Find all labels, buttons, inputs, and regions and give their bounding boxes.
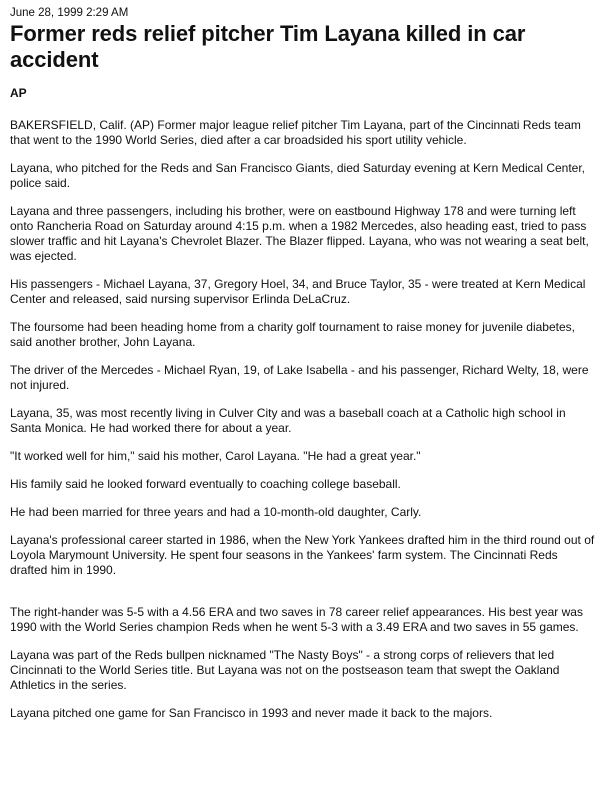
article-body bbox=[10, 118, 595, 721]
news-article bbox=[10, 6, 595, 734]
article-byline: AP bbox=[10, 86, 27, 100]
article-paragraph: BAKERSFIELD, Calif. (AP) Former major league relief pitcher Tim Layana, part of the Cincinnati Reds team that went to the 1990 World Series, died after a car broadsided his sport utility vehicle. bbox=[10, 118, 581, 147]
article-paragraph: Layana pitched one game for San Francisco in 1993 and never made it back to the majors. bbox=[10, 706, 493, 720]
article-headline: Former reds relief pitcher Tim Layana killed in car accident bbox=[10, 21, 526, 72]
article-paragraph: The driver of the Mercedes - Michael Ryan, 19, of Lake Isabella - and his passenger, Richard Welty, 18, were not injured. bbox=[10, 363, 589, 392]
article-paragraph: "It worked well for him," said his mother, Carol Layana. "He had a great year." bbox=[10, 449, 421, 463]
article-paragraph: His passengers - Michael Layana, 37, Gregory Hoel, 34, and Bruce Taylor, 35 - were treated at Kern Medical Center and released, said nursing supervisor Erlinda DeLaCruz. bbox=[10, 277, 586, 306]
article-paragraph: The foursome had been heading home from a charity golf tournament to raise money for juvenile diabetes, said another brother, John Layana. bbox=[10, 320, 575, 349]
article-paragraph: Layana's professional career started in 1986, when the New York Yankees drafted him in the third round out of Loyola Marymount University. He spent four seasons in the Yankees' farm system. The Cincinnati Reds drafted him in 1990. bbox=[10, 533, 595, 577]
article-paragraph: Layana was part of the Reds bullpen nicknamed "The Nasty Boys" - a strong corps of relievers that led Cincinnati to the World Series title. But Layana was not on the postseason team that swept the Oakland Athletics in the series. bbox=[10, 648, 560, 692]
article-paragraph: Layana, 35, was most recently living in Culver City and was a baseball coach at a Catholic high school in Santa Monica. He had worked there for about a year. bbox=[10, 406, 566, 435]
article-dateline: June 28, 1999 2:29 AM bbox=[10, 7, 129, 19]
article-paragraph: Layana, who pitched for the Reds and San Francisco Giants, died Saturday evening at Kern Medical Center, police said. bbox=[10, 161, 586, 190]
article-paragraph: Layana and three passengers, including his brother, were on eastbound Highway 178 and were turning left onto Rancheria Road on Saturday around 4:15 p.m. when a 1982 Mercedes, also heading east, tried to pass slower traffic and hit Layana's Chevrolet Blazer. The Blazer flipped. Layana, who was not wearing a seat belt, was ejected. bbox=[10, 204, 589, 263]
article-paragraph: His family said he looked forward eventually to coaching college baseball. bbox=[10, 477, 401, 491]
article-paragraph: He had been married for three years and had a 10-month-old daughter, Carly. bbox=[10, 505, 422, 519]
article-paragraph: The right-hander was 5-5 with a 4.56 ERA and two saves in 78 career relief appearances. His best year was 1990 with the World Series champion Reds when he went 5-3 with a 3.49 ERA and two saves in 55 games. bbox=[10, 605, 583, 634]
